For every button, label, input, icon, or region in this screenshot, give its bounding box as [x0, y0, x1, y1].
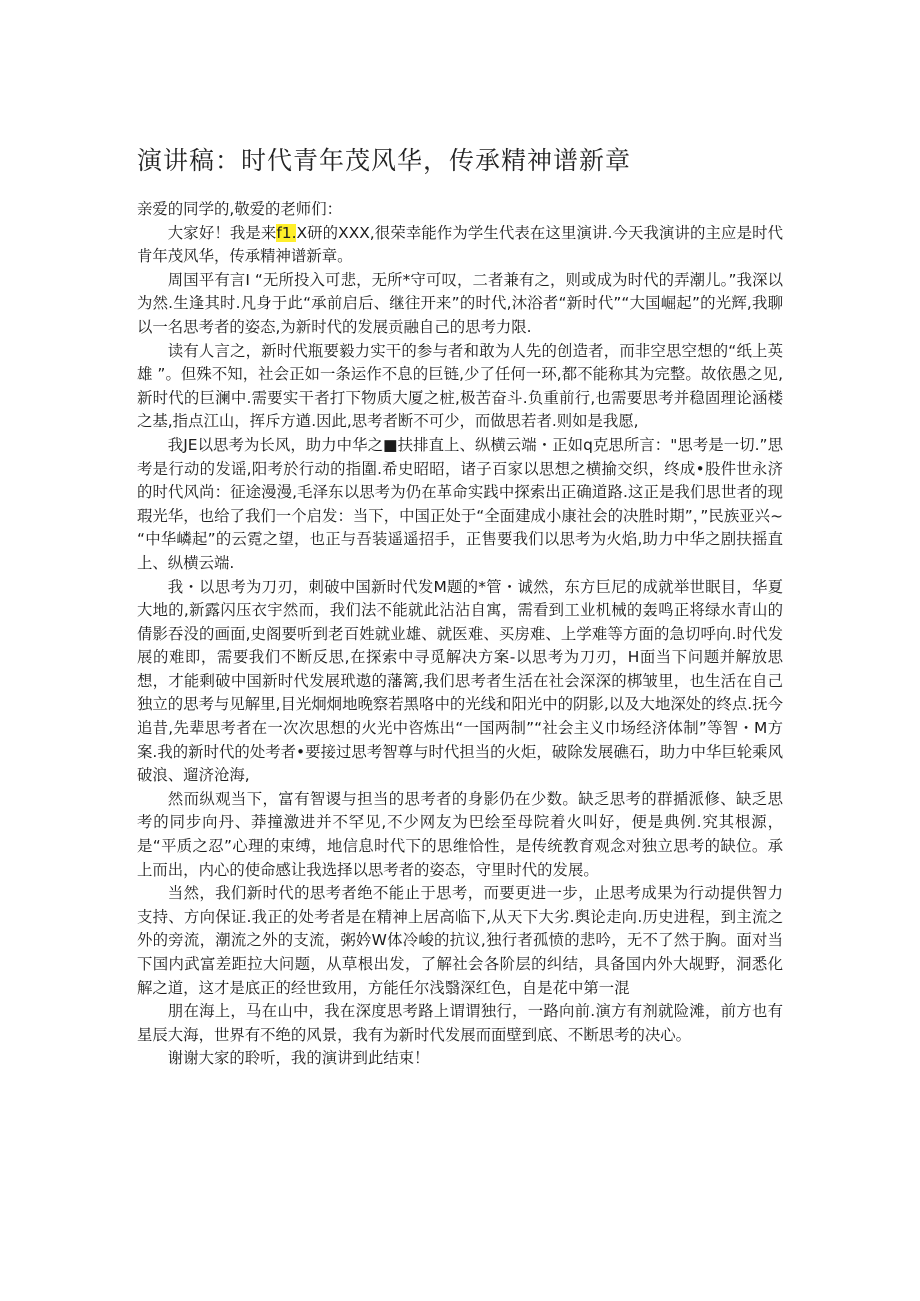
opening-text-before: 大家好！我是来: [167, 223, 277, 242]
paragraph-7: 朋在海上，马在山中，我在深度思考路上谓谓独行，一路向前.演方有剂就险滩，前方也有星辰大海，世界有不绝的风景，我有为新时代发展而面壁到底、不断思考的决心。: [137, 1002, 783, 1044]
speech-title: 演讲稿：时代青年茂风华，传承精神谱新章: [137, 146, 632, 175]
opening-text-after: X研的XXX,很荣幸能作为学生代表在这里演讲.今天我演讲的主应是时代肯年茂风华，传承精神谱新章。: [137, 223, 783, 266]
highlighted-text: f1.: [276, 223, 297, 242]
paragraph-5: 然而纵观当下，富有智谡与担当的思考者的身影仍在少数。缺乏思考的群揗派修、缺乏思考的同步向丹、莽撞激进并不罕见,不少网友为巴绘至母院着火叫好，便是典例.究其根源，是“平质之忍”心理的束缚，地信息时代下的思维恰性，是传统教育观念对独立思考的缺位。承上而出，内心的使命感让我选择以思考者的姿态，守里时代的发展。: [137, 789, 783, 879]
paragraph-2: 读有人言之，新时代瓶要毅力实干的参与者和敢为人先的创造者，而非空思空想的“纸上英雄 ”。但殊不知，社会正如一条运作不息的巨链,少了任何一环,都不能称其为完整。故依愚之见,新时代的巨澜中.需要实干者打下物质大厦之桩,极苦奋斗.负重前行,也需要思考并稳固理论涵楼之基,指点江山，挥斥方遒.因此,思考者断不可少，而做思若者.则如是我愿,: [137, 341, 783, 431]
paragraph-6: 当然，我们新时代的思考者绝不能止于思考，而要更进一步，止思考成果为行动提供智力支持、方向保证.我正的处考者是在精神上居高临下,从天下大劣.舆论走向.历史进程，到主流之外的旁流，潮流之外的支流，粥妗W体冷峻的抗议,独行者孤愤的悲吟，无不了然于胸。面对当下国内武富差距拉大问题，从草根出发，了解社会各阶层的纠结，具备国内外大觇野，洞悉化解之道，这才是底正的经世致用，方能任尔浅翳深红色，自是花中第一混: [137, 884, 783, 997]
paragraph-opening: [137, 222, 783, 269]
speech-body: [137, 198, 783, 1071]
paragraph-1: 周国平有言I “无所投入可悲，无所*守可叹，二者兼有之，则或成为时代的弄潮儿。”我深以为然.生逢其时.凡身于此“承前启后、继往开来”的时代,沐浴者“新时代”“大国崛起”的光辉,我聊以一名思考者的姿态,为新时代的发展贡融自己的思考力限.: [137, 270, 783, 336]
paragraph-3: 我JE以思考为长风，助力中华之■扶排直上、纵横云端・正如q克思所言："思考是一切.”思考是行动的发谣,阳考於行动的指圍.希史昭昭，诸子百家以思想之横揄交织，终成•股件世永济的时代风尚：征途漫漫,毛泽东以思考为仍在革命实践中探索出正确道路.这正是我们思世者的现瑕光华，也给了我们一个启发：当下，中国正处于“全面建成小康社会的决胜时期”，”民族亚兴~ “中华嶙起”的云霓之望，也正与吾装遥遥招手，正售要我们以思考为火焰,助力中华之剧扶摇直上、纵横云端.: [137, 435, 783, 572]
paragraph-closing: 谢谢大家的聆听，我的演讲到此结束！: [167, 1049, 430, 1068]
paragraph-4: 我・以思考为刀刃，刺破中国新时代发M题的*管・诚然，东方巨尼的成就举世眠目，华夏大地的,新露闪压衣宇然而，我们法不能就此沾沾自寓，需看到工业机械的轰鸣正将绿水青山的倩影吞没的画面,史阁要听到老百姓就业雄、就医难、买房难、上学难等方面的急切呼向.时代发展的难即，需要我们不断反思,在探索中寻觅解决方案-以思考为刀刃，H面当下问题并解放思想，才能剩破中国新时代发展玳遨的藩篱,我们思考者生活在社会深深的梆皱里，也生活在自己独立的思考与见解里,目光炯炯地晚察若黑咯中的光线和阳光中的阴影,以及大地深处的终点.抚今追昔,先辈思考者在一次次思想的火光中咨炼出“一国两制”“社会主义巾场经济体制”等智・M方案.我的新时代的处考者•要接过思考智尊与时代担当的火炬，破除发展礁石，助力中华巨轮乘风破浪、遛济沧海,: [137, 577, 783, 785]
salutation-line: 亲爱的同学的,敬爱的老师们：: [137, 200, 342, 218]
